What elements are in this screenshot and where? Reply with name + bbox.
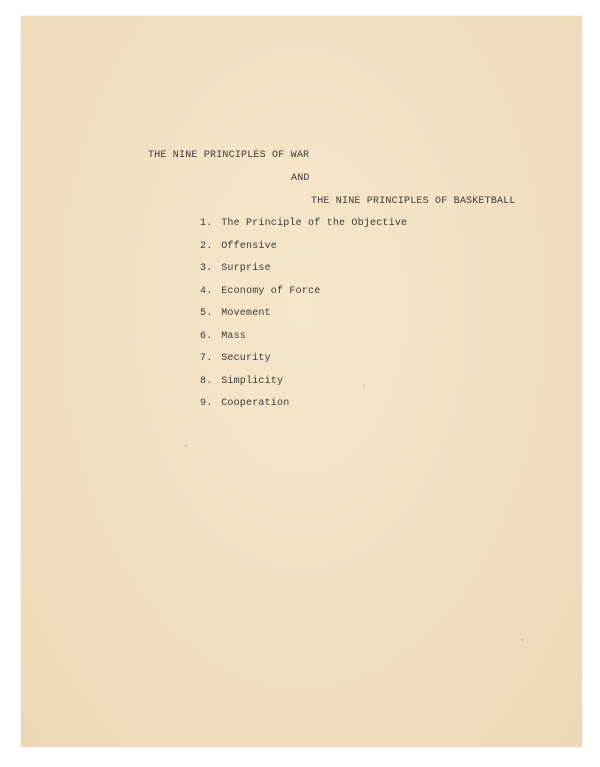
list-item-text: The Principle of the Objective [221, 218, 408, 229]
paper-speck [521, 639, 523, 641]
list-item [200, 219, 407, 242]
list-item [200, 309, 407, 332]
list-item [200, 332, 407, 355]
list-item-number: 4. [200, 285, 213, 297]
list-item [200, 354, 407, 377]
list-item [200, 287, 407, 310]
list-item-text: Economy of Force [221, 285, 321, 297]
list-item-number: 9. [200, 398, 213, 409]
list-item-text: Mass [221, 330, 247, 342]
list-item [200, 377, 407, 400]
list-item-text: Movement [221, 308, 271, 319]
list-item [200, 399, 407, 422]
list-item-text: Offensive [221, 240, 278, 252]
list-item [200, 264, 407, 287]
list-item-text: Cooperation [221, 398, 290, 409]
list-item-number: 5. [200, 308, 213, 319]
principles-list [200, 219, 407, 422]
list-item-number: 7. [200, 353, 213, 364]
list-item-number: 8. [200, 375, 213, 387]
list-item-text: Security [221, 353, 271, 364]
title-conjunction: AND [291, 173, 310, 184]
list-item-text: Simplicity [221, 375, 284, 387]
paper-speck [185, 445, 187, 447]
typed-page [21, 16, 582, 747]
page-subtitle: THE NINE PRINCIPLES OF BASKETBALL [311, 196, 516, 207]
list-item-number: 1. [200, 218, 213, 229]
list-item-number: 2. [200, 240, 213, 252]
page-title: THE NINE PRINCIPLES OF WAR [148, 150, 310, 161]
list-item-number: 6. [200, 330, 213, 342]
paper-speck [363, 385, 365, 387]
list-item-text: Surprise [221, 263, 271, 274]
list-item [200, 242, 407, 265]
list-item-number: 3. [200, 263, 213, 274]
